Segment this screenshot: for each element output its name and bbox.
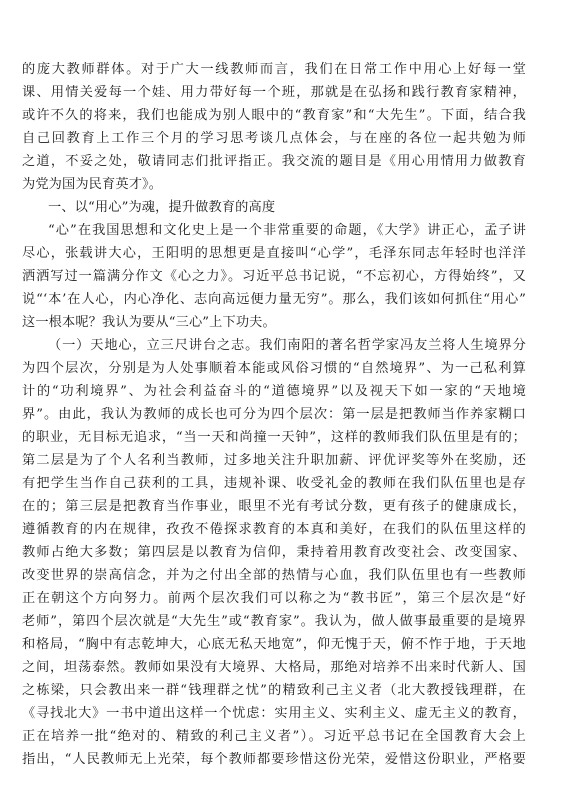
text-line: 指出，“人民教师无上光荣，每个教师都要珍惜这份光荣，爱惜这份职业，严格要 xyxy=(22,752,526,767)
text-line: 遵循教育的内在规律，孜孜不倦探求教育的本真和美好，在我们的队伍里这样的 xyxy=(22,522,526,537)
text-line: 一、以“用心”为魂，提升做教育的高度 xyxy=(48,200,276,215)
text-line: 这一根本呢？我认为要从“三心”上下功夫。 xyxy=(22,315,276,330)
text-line: 界”。由此，我认为教师的成长也可分为四个层次：第一层是把教师当作养家糊口 xyxy=(22,407,526,422)
text-line: 课、用情关爱每一个娃、用力带好每一个班，那就是在弘扬和践行教育家精神， xyxy=(22,85,526,100)
text-line: 为党为国为民育英才》。 xyxy=(22,177,163,192)
text-line: 或许不久的将来，我们也能成为别人眼中的“教育家”和“大先生”。下面，结合我 xyxy=(22,108,526,123)
text-line: 洒洒写过一篇满分作文《心之力》。习近平总书记说，“不忘初心，方得始终”，又 xyxy=(22,269,526,284)
text-line: 正在培养一批“绝对的、精致的利己主义者”）。习近平总书记在全国教育大会上 xyxy=(22,729,526,744)
text-line: 计的“功利境界”、为社会利益奋斗的“道德境界”以及视天下如一家的“天地境 xyxy=(22,384,526,399)
text-line: 《寻找北大》一书中道出这样一个忧虑：实用主义、实利主义、虚无主义的教育， xyxy=(22,706,526,721)
text-line: 的职业，无目标无追求，“当一天和尚撞一天钟”，这样的教师我们队伍里是有的； xyxy=(22,430,526,445)
text-line: 的庞大教师群体。对于广大一线教师而言，我们在日常工作中用心上好每一堂 xyxy=(22,62,526,77)
text-line: 老师”，第四个层次就是“大先生”或“教育家”。我认为，做人做事最重要的是境界 xyxy=(22,614,526,629)
text-line: “心”在我国思想和文化史上是一个非常重要的命题，《大学》讲正心，孟子讲 xyxy=(48,223,526,238)
text-line: 第二层是为了个人名利当教师，过多地关注升职加薪、评优评奖等外在奖励，还 xyxy=(22,453,526,468)
text-line: 有把学生当作自己获利的工具，违规补课、收受礼金的教师在我们队伍里也是存 xyxy=(22,476,526,491)
text-line: 改变世界的崇高信念，并为之付出全部的热情与心血，我们队伍里也有一些教师 xyxy=(22,568,526,583)
text-line: 说“‘本’在人心，内心净化、志向高远便力量无穷”。那么，我们该如何抓住“用心” xyxy=(22,292,526,307)
text-line: （一）天地心，立三尺讲台之志。我们南阳的著名哲学家冯友兰将人生境界分 xyxy=(48,338,526,353)
text-line: 之间，坦荡泰然。教师如果没有大境界、大格局，那绝对培养不出来时代新人、国 xyxy=(22,660,526,675)
text-line: 正在朝这个方向努力。前两个层次我们可以称之为“教书匠”，第三个层次是“好 xyxy=(22,591,526,606)
text-line: 教师占绝大多数；第四层是以教育为信仰，秉持着用教育改变社会、改变国家、 xyxy=(22,545,526,560)
text-line: 和格局，“胸中有志乾坤大，心底无私天地宽”，仰无愧于天，俯不怍于地，于天地 xyxy=(22,637,526,652)
text-line: 在的；第三层是把教育当作事业，眼里不光有考试分数，更有孩子的健康成长， xyxy=(22,499,526,514)
text-line: 尽心，张载讲大心，王阳明的思想更是直接叫“心学”，毛泽东同志年轻时也洋洋 xyxy=(22,246,526,261)
text-line: 为四个层次，分别是为人处事顺着本能或风俗习惯的“自然境界”、为一己私利算 xyxy=(22,361,526,376)
text-line: 之栋梁，只会教出来一群“钱理群之忧”的精致利己主义者（北大教授钱理群，在 xyxy=(22,683,526,698)
document-page xyxy=(22,58,526,771)
text-line: 自己回教育上工作三个月的学习思考谈几点体会，与在座的各位一起共勉为师 xyxy=(22,131,526,146)
text-line: 之道，不妥之处，敬请同志们批评指正。我交流的题目是《用心用情用力做教育 xyxy=(22,154,526,169)
